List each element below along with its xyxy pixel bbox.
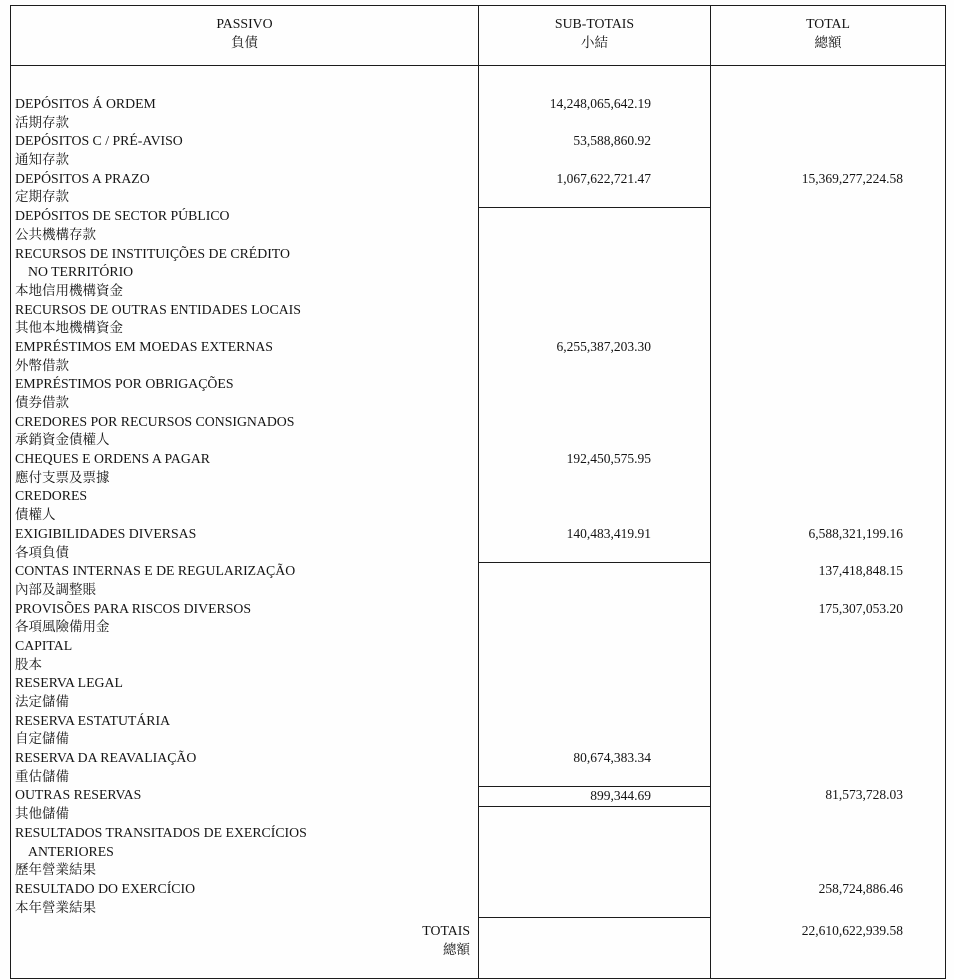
label-zh: 重估儲備 xyxy=(15,768,69,784)
label-pt-continuation: ANTERIORES xyxy=(28,843,114,859)
label-pt: CONTAS INTERNAS E DE REGULARIZAÇÃO xyxy=(15,563,296,579)
label-cell xyxy=(11,245,479,301)
header-cell-subtotais xyxy=(479,6,711,66)
table-footer xyxy=(11,917,946,978)
label-pt: RESULTADOS TRANSITADOS DE EXERCÍCIOS xyxy=(15,824,307,840)
table-row xyxy=(11,450,946,487)
total-cell xyxy=(711,749,946,786)
subtotal-amount: 899,344.69 xyxy=(479,787,710,807)
total-amount: 137,418,848.15 xyxy=(818,563,903,579)
label-cell xyxy=(11,749,479,786)
label-zh: 應付支票及票據 xyxy=(15,469,110,485)
label-zh: 公共機構存款 xyxy=(15,226,96,242)
header-cell-total xyxy=(711,6,946,66)
total-cell xyxy=(711,880,946,917)
subtotal-cell xyxy=(479,824,711,880)
label-pt: CREDORES POR RECURSOS CONSIGNADOS xyxy=(15,413,295,429)
header-total-zh: 總額 xyxy=(814,34,842,50)
label-pt: CAPITAL xyxy=(15,637,73,653)
table-row xyxy=(11,338,946,375)
label-cell xyxy=(11,170,479,207)
table-header xyxy=(11,6,946,66)
label-zh: 其他本地機構資金 xyxy=(15,320,123,336)
table-row xyxy=(11,600,946,637)
header-total-pt: TOTAL xyxy=(806,16,850,31)
subtotal-cell xyxy=(479,207,711,244)
label-zh: 其他儲備 xyxy=(15,806,69,822)
total-cell xyxy=(711,207,946,244)
subtotal-cell xyxy=(479,786,711,823)
label-pt: DEPÓSITOS C / PRÉ-AVISO xyxy=(15,133,183,149)
table-row xyxy=(11,525,946,562)
label-zh: 通知存款 xyxy=(15,152,69,168)
label-pt: DEPÓSITOS A PRAZO xyxy=(15,170,150,186)
label-cell xyxy=(11,132,479,169)
label-cell xyxy=(11,712,479,749)
table-row xyxy=(11,712,946,749)
label-cell xyxy=(11,562,479,599)
totals-row xyxy=(11,917,946,978)
subtotal-cell xyxy=(479,749,711,786)
label-pt: DEPÓSITOS Á ORDEM xyxy=(15,96,156,111)
label-cell xyxy=(11,525,479,562)
label-cell xyxy=(11,207,479,244)
subtotal-cell xyxy=(479,674,711,711)
total-cell xyxy=(711,562,946,599)
table-row xyxy=(11,749,946,786)
label-zh: 自定儲備 xyxy=(15,731,69,747)
totals-subtotal-cell xyxy=(479,917,711,978)
table-row xyxy=(11,66,946,133)
subtotal-cell xyxy=(479,637,711,674)
label-pt: DEPÓSITOS DE SECTOR PÚBLICO xyxy=(15,208,230,224)
subtotal-amount: 6,255,387,203.30 xyxy=(556,338,651,354)
label-cell xyxy=(11,674,479,711)
total-cell xyxy=(711,413,946,450)
label-cell xyxy=(11,637,479,674)
table-row xyxy=(11,674,946,711)
subtotal-cell xyxy=(479,375,711,412)
total-cell xyxy=(711,600,946,637)
label-zh: 債券借款 xyxy=(15,395,69,410)
label-zh: 法定儲備 xyxy=(15,694,69,709)
subtotal-amount: 140,483,419.91 xyxy=(566,525,651,541)
subtotal-amount: 53,588,860.92 xyxy=(573,133,651,149)
label-pt: RESULTADO DO EXERCÍCIO xyxy=(15,880,196,896)
label-cell xyxy=(11,375,479,412)
total-cell xyxy=(711,786,946,823)
balance-sheet-document xyxy=(10,5,945,979)
header-subtotais-zh: 小結 xyxy=(581,34,608,50)
total-amount: 6,588,321,199.16 xyxy=(808,525,903,541)
label-zh: 定期存款 xyxy=(15,189,69,205)
total-amount: 258,724,886.46 xyxy=(818,880,903,896)
label-pt: EXIGIBILIDADES DIVERSAS xyxy=(15,525,197,541)
subtotal-cell xyxy=(479,487,711,524)
table-row xyxy=(11,132,946,169)
label-pt: RECURSOS DE INSTITUIÇÕES DE CRÉDITO xyxy=(15,245,290,261)
total-amount: 81,573,728.03 xyxy=(825,787,903,803)
subtotal-cell xyxy=(479,712,711,749)
total-cell xyxy=(711,301,946,338)
label-zh: 本地信用機構資金 xyxy=(15,282,123,298)
balance-sheet-table xyxy=(10,5,946,979)
table-row xyxy=(11,824,946,880)
total-cell xyxy=(711,487,946,524)
subtotal-cell xyxy=(479,170,711,207)
total-cell xyxy=(711,338,946,375)
header-subtotais-pt: SUB-TOTAIS xyxy=(554,16,635,31)
label-pt: EMPRÉSTIMOS POR OBRIGAÇÕES xyxy=(15,376,234,392)
totals-label-zh: 總額 xyxy=(443,941,470,957)
table-row xyxy=(11,880,946,917)
label-zh: 活期存款 xyxy=(15,114,69,130)
subtotal-cell xyxy=(479,450,711,487)
label-cell xyxy=(11,450,479,487)
total-cell xyxy=(711,824,946,880)
totals-label-pt: TOTAIS xyxy=(422,923,470,939)
subtotal-cell xyxy=(479,301,711,338)
total-cell xyxy=(711,450,946,487)
label-pt: RECURSOS DE OUTRAS ENTIDADES LOCAIS xyxy=(15,301,301,317)
label-zh: 內部及調整賬 xyxy=(15,581,96,597)
total-cell xyxy=(711,66,946,133)
header-passivo-zh: 負債 xyxy=(231,34,258,50)
total-cell xyxy=(711,525,946,562)
label-zh: 股本 xyxy=(15,656,42,672)
totals-grand-total: 22,610,622,939.58 xyxy=(801,923,903,939)
header-cell-passivo xyxy=(11,6,479,66)
total-cell xyxy=(711,132,946,169)
total-cell xyxy=(711,375,946,412)
total-amount: 15,369,277,224.58 xyxy=(801,170,903,186)
label-zh: 承銷資金債權人 xyxy=(15,432,110,448)
label-zh: 本年營業結果 xyxy=(15,899,96,915)
subtotal-amount: 80,674,383.34 xyxy=(573,750,651,766)
label-cell xyxy=(11,880,479,917)
table-row xyxy=(11,375,946,412)
table-row xyxy=(11,207,946,244)
table-row xyxy=(11,786,946,823)
label-cell xyxy=(11,487,479,524)
label-pt: CHEQUES E ORDENS A PAGAR xyxy=(15,451,210,467)
label-pt: PROVISÕES PARA RISCOS DIVERSOS xyxy=(15,600,252,616)
table-body xyxy=(11,66,946,918)
totals-label-cell xyxy=(11,917,479,978)
table-row xyxy=(11,170,946,207)
subtotal-cell xyxy=(479,338,711,375)
subtotal-cell xyxy=(479,245,711,301)
label-pt: RESERVA DA REAVALIAÇÃO xyxy=(15,750,197,766)
label-pt: RESERVA LEGAL xyxy=(15,675,123,691)
label-zh: 各項風險備用金 xyxy=(15,619,110,635)
table-row xyxy=(11,487,946,524)
label-pt: EMPRÉSTIMOS EM MOEDAS EXTERNAS xyxy=(15,338,273,354)
label-zh: 歷年營業結果 xyxy=(15,862,96,878)
subtotal-amount: 14,248,065,642.19 xyxy=(549,96,651,111)
label-zh: 各項負債 xyxy=(15,544,69,560)
table-row xyxy=(11,413,946,450)
label-cell xyxy=(11,786,479,823)
subtotal-amount: 1,067,622,721.47 xyxy=(556,170,651,186)
subtotal-cell xyxy=(479,880,711,917)
label-pt: RESERVA ESTATUTÁRIA xyxy=(15,712,171,728)
label-pt-continuation: NO TERRITÓRIO xyxy=(28,264,134,280)
table-row xyxy=(11,301,946,338)
subtotal-cell xyxy=(479,600,711,637)
label-cell xyxy=(11,413,479,450)
totals-total-cell xyxy=(711,917,946,978)
label-cell xyxy=(11,824,479,880)
label-zh: 債權人 xyxy=(15,507,56,523)
table-row xyxy=(11,245,946,301)
table-row xyxy=(11,637,946,674)
subtotal-cell xyxy=(479,132,711,169)
label-cell xyxy=(11,600,479,637)
total-cell xyxy=(711,637,946,674)
total-cell xyxy=(711,170,946,207)
label-pt: OUTRAS RESERVAS xyxy=(15,787,142,803)
label-zh: 外幣借款 xyxy=(15,357,69,373)
subtotal-cell xyxy=(479,66,711,133)
total-cell xyxy=(711,245,946,301)
subtotal-cell xyxy=(479,525,711,562)
label-cell xyxy=(11,338,479,375)
label-pt: CREDORES xyxy=(15,488,88,504)
subtotal-cell xyxy=(479,562,711,599)
total-amount: 175,307,053.20 xyxy=(818,600,903,616)
label-cell xyxy=(11,301,479,338)
header-passivo-pt: PASSIVO xyxy=(216,16,273,31)
total-cell xyxy=(711,674,946,711)
subtotal-amount: 192,450,575.95 xyxy=(566,451,651,467)
total-cell xyxy=(711,712,946,749)
table-row xyxy=(11,562,946,599)
label-cell xyxy=(11,66,479,133)
header-row xyxy=(11,6,946,66)
subtotal-cell xyxy=(479,413,711,450)
